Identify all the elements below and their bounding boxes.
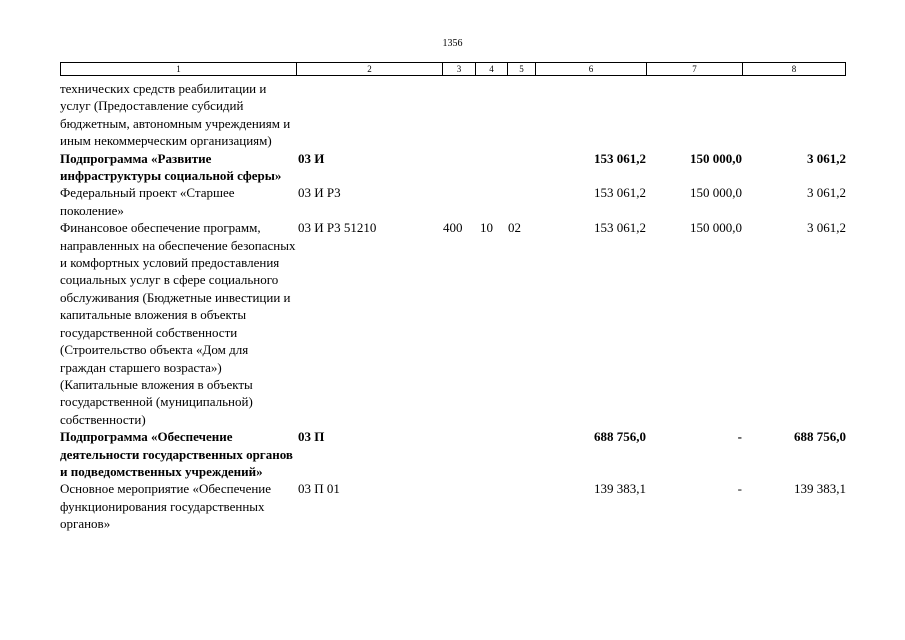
- row-col6: 139 383,1: [594, 481, 646, 497]
- column-number-3: 3: [443, 63, 476, 75]
- row-name: Подпрограмма «Обеспечение деятельности государственных органов и подведомственных учреждений»: [60, 429, 293, 479]
- column-number-2: 2: [297, 63, 443, 75]
- row-name: Финансовое обеспечение программ, направленных на обеспечение безопасных и комфортных условий предоставления социальных услуг в сфере социального обслуживания (Бюджетные инвестиции и капитальные вложения в объекты государственной собственности (Строительство объекта «Дом для граждан старшего возраста») (Капитальные вложения в объекты государственной (муниципальной) собственности): [60, 220, 296, 427]
- row-name: Подпрограмма «Развитие инфраструктуры социальной сферы»: [60, 150, 282, 184]
- row-code: 03 И Р3 51210: [298, 220, 377, 236]
- column-number-6: 6: [536, 63, 647, 75]
- row-col3: 400: [443, 220, 463, 236]
- row-col8: 3 061,2: [807, 150, 846, 166]
- row-name: Основное мероприятие «Обеспечение функционирования государственных органов»: [60, 481, 272, 532]
- row-col6: 153 061,2: [594, 150, 646, 166]
- row-col6: 153 061,2: [594, 185, 646, 201]
- row-col4: 10: [480, 220, 493, 236]
- row-col6: 688 756,0: [594, 429, 646, 445]
- page-number: 1356: [442, 38, 463, 49]
- column-number-1: 1: [61, 63, 297, 75]
- column-number-header: [60, 62, 846, 76]
- row-col7: 150 000,0: [690, 220, 742, 236]
- row-name: Федеральный проект «Старшее поколение»: [60, 185, 235, 218]
- table-row: [60, 150, 846, 185]
- row-col7: 150 000,0: [690, 185, 742, 201]
- row-col5: 02: [508, 220, 521, 236]
- table-row: [60, 184, 846, 219]
- row-code: 03 П: [298, 429, 325, 445]
- row-col7: -: [737, 429, 742, 445]
- row-col8: 139 383,1: [794, 481, 846, 497]
- row-col8: 3 061,2: [807, 185, 846, 201]
- table-row: [60, 428, 846, 480]
- row-col8: 3 061,2: [807, 220, 846, 236]
- row-code: 03 И Р3: [298, 185, 341, 201]
- row-col6: 153 061,2: [594, 220, 646, 236]
- column-number-7: 7: [647, 63, 743, 75]
- row-code: 03 П 01: [298, 481, 340, 497]
- row-col7: 150 000,0: [690, 150, 742, 166]
- table-row: [60, 480, 846, 532]
- column-number-8: 8: [791, 64, 797, 74]
- column-number-4: 4: [476, 63, 508, 75]
- table-row: [60, 219, 846, 428]
- column-number-5: 5: [508, 63, 536, 75]
- table-row: [60, 80, 846, 150]
- row-name: технических средств реабилитации и услуг (Предоставление субсидий бюджетным, автономным учреждениям и иным некоммерческим организациям): [60, 81, 291, 149]
- row-code: 03 И: [298, 150, 325, 166]
- budget-table-body: [60, 80, 846, 533]
- row-col8: 688 756,0: [794, 429, 846, 445]
- row-col7: -: [737, 481, 742, 497]
